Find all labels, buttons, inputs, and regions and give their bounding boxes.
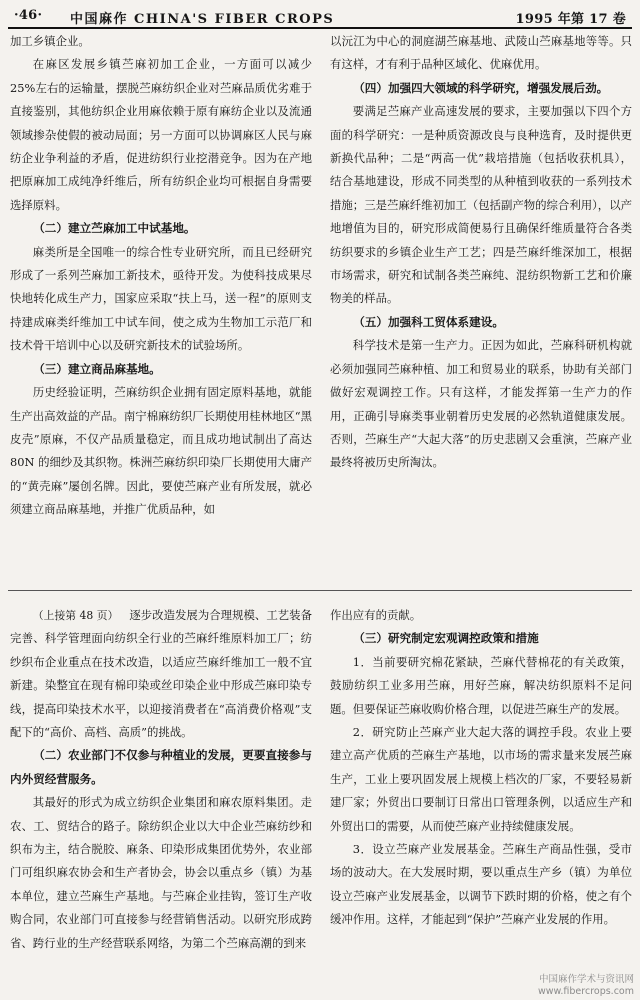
- continued-note: （上接第 48 页）: [32, 609, 119, 622]
- running-header: [8, 6, 632, 26]
- paragraph: 历史经验证明，苎麻纺织企业拥有固定原料基地，就能生产出高效益的产品。南宁棉麻纺织厂长期使用桂林地区“黑皮壳”原麻，不仅产品质量稳定，而且成功地试制出了高达 80N 的细纱及其织物。株洲苎麻纺织印染厂长期使用大庸产的“黄壳麻”屡创名牌。因此，要使苎麻产业有所发展，就必须建立商品麻基地，并推广优质品种，如: [10, 385, 312, 517]
- section-heading: （三）研究制定宏观调控政策和措施: [353, 631, 539, 646]
- bottom-right-column: [330, 604, 632, 1000]
- top-right-column: [330, 30, 632, 582]
- paragraph: 麻类所是全国唯一的综合性专业研究所，而且已经研究形成了一系列苎麻加工新技术，亟待开发。为使科技成果尽快地转化成生产力，国家应采取“扶上马，送一程”的原则支持建成麻类纤维加工中试车间，使之成为生物加工示范厂和技术骨干培训中心以及研究新技术的试验场所。: [10, 244, 312, 353]
- paragraph: 其最好的形式为成立纺织企业集团和麻农原料集团。走农、工、贸结合的路子。除纺织企业以大中企业苎麻纺纱和织布为主，结合脱胶、麻条、印染形成集团优势外，农业部门可组织麻农协会和生产者协会，协会以重点乡（镇）为基本单位，建立苎麻生产基地。与苎麻企业挂钩，签订生产收购合同，农业部门可直接参与经营销售活动。以研究形成跨省、跨行业的生产经营联系网络，为第二个苎麻高潮的到来: [10, 795, 312, 950]
- paragraph: 3．设立苎麻产业发展基金。苎麻生产商品性强，受市场的波动大。在大发展时期，要以重点生产乡（镇）为单位设立苎麻产业发展基金，以调节下跌时期的价格，使之有个缓冲作用。这样，才能起到“保护”苎麻产业发展的作用。: [330, 842, 632, 927]
- bottom-left-column: [10, 604, 312, 1000]
- journal-title: 中国麻作 CHINA'S FIBER CROPS: [70, 12, 335, 27]
- section-heading: （二）农业部门不仅参与种植业的发展，更要直接参与内外贸经营服务。: [10, 748, 312, 786]
- paragraph: 1．当前要研究棉花紧缺，苎麻代替棉花的有关政策，鼓励纺织工业多用苎麻，用好苎麻，解决纺织原料不足问题。但要保证苎麻收购价格合理，以促进苎麻生产的发展。: [330, 654, 632, 716]
- paragraph: [10, 604, 312, 744]
- paragraph: 以沅江为中心的洞庭湖苎麻基地、武陵山苎麻基地等等。只有这样，才有利于品种区域化、优麻优用。: [330, 34, 632, 72]
- paragraph: 作出应有的贡献。: [330, 608, 422, 622]
- section-heading: （四）加强四大领域的科学研究，增强发展后劲。: [353, 80, 609, 95]
- paragraph: 2．研究防止苎麻产业大起大落的调控手段。农业上要建立高产优质的苎麻生产基地，以市场的需求量来发展苎麻生产，工业上要巩固发展上规模上档次的厂家，不要轻易新建厂家；外贸出口要制订日常出口管理条例，以适应生产和外贸出口的需要，从而使苎麻产业持续健康发展。: [330, 725, 632, 833]
- section-heading: （二）建立苎麻加工中试基地。: [33, 221, 196, 236]
- watermark-line: 中国麻作学术与资讯网: [538, 974, 634, 985]
- watermark-url: www.fibercrops.com: [537, 986, 634, 997]
- paragraph-text: 逐步改造发展为合理规模、工艺装备完善、科学管理面向纺织全行业的苎麻纤维原料加工厂；纺纱织布企业重点在技术改造，以适应苎麻纤维加工一般不宜新建。染整宜在现有棉印染或丝印染企业中形成苎麻印染专线，提高印染技术水平，以迎接消费者在“高消费价格观”支配下的“高价、高档、高质”的挑战。: [10, 608, 312, 740]
- paragraph: 加工乡镇企业。: [10, 34, 90, 48]
- year-volume: 1995 年第 17 卷: [515, 12, 626, 27]
- watermark: [538, 974, 634, 998]
- paragraph: 在麻区发展乡镇苎麻初加工企业，一方面可以减少 25%左右的运输量，摆脱苎麻纺织企业对苎麻品质优劣难于直接鉴别，其他纺织企业用麻依赖于原有麻纺企业以及流通领域掺杂使假的被动局面；另一方面可以协调麻区人民与麻纺企业争利益的矛盾，促进纺织行业挖潜竞争。因为在产地把原麻加工成纯净纤维后，所有纺织企业均可根据自身需要选择原料。: [10, 57, 312, 212]
- article-divider: [8, 590, 632, 591]
- section-heading: （三）建立商品麻基地。: [33, 361, 161, 376]
- paragraph: 科学技术是第一生产力。正因为如此，苎麻科研机构就必须加强同苎麻种植、加工和贸易业的联系，协助有关部门做好宏观调控工作。只有这样，才能发挥第一生产力的作用，正确引导麻类事业朝着历史发展的必然轨道健康发展。否则，苎麻生产“大起大落”的历史悲剧又会重演，苎麻产业最终将被历史所淘汰。: [330, 338, 632, 470]
- page-number: ·46·: [14, 8, 43, 23]
- section-heading: （五）加强科工贸体系建设。: [353, 314, 504, 329]
- paragraph: 要满足苎麻产业高速发展的要求，主要加强以下四个方面的科学研究：一是种质资源改良与良种选育，及时提供更新换代品种；二是“两高一优”栽培措施（包括收获机具），结合基地建设，形成不同类型的从种植到收获的一系列技术措施；三是苎麻纤维初加工（包括副产物的综合利用），以产地增值为目的，研究形成简便易行且确保纤维质量符合各类纺织要求的乡镇企业生产工艺；四是苎麻纤维深加工，根据市场需求，研究和试制各类苎麻纯、混纺织物新工艺和价廉物美的样品。: [330, 104, 632, 306]
- header-rule: [8, 27, 632, 29]
- top-left-column: [10, 30, 312, 582]
